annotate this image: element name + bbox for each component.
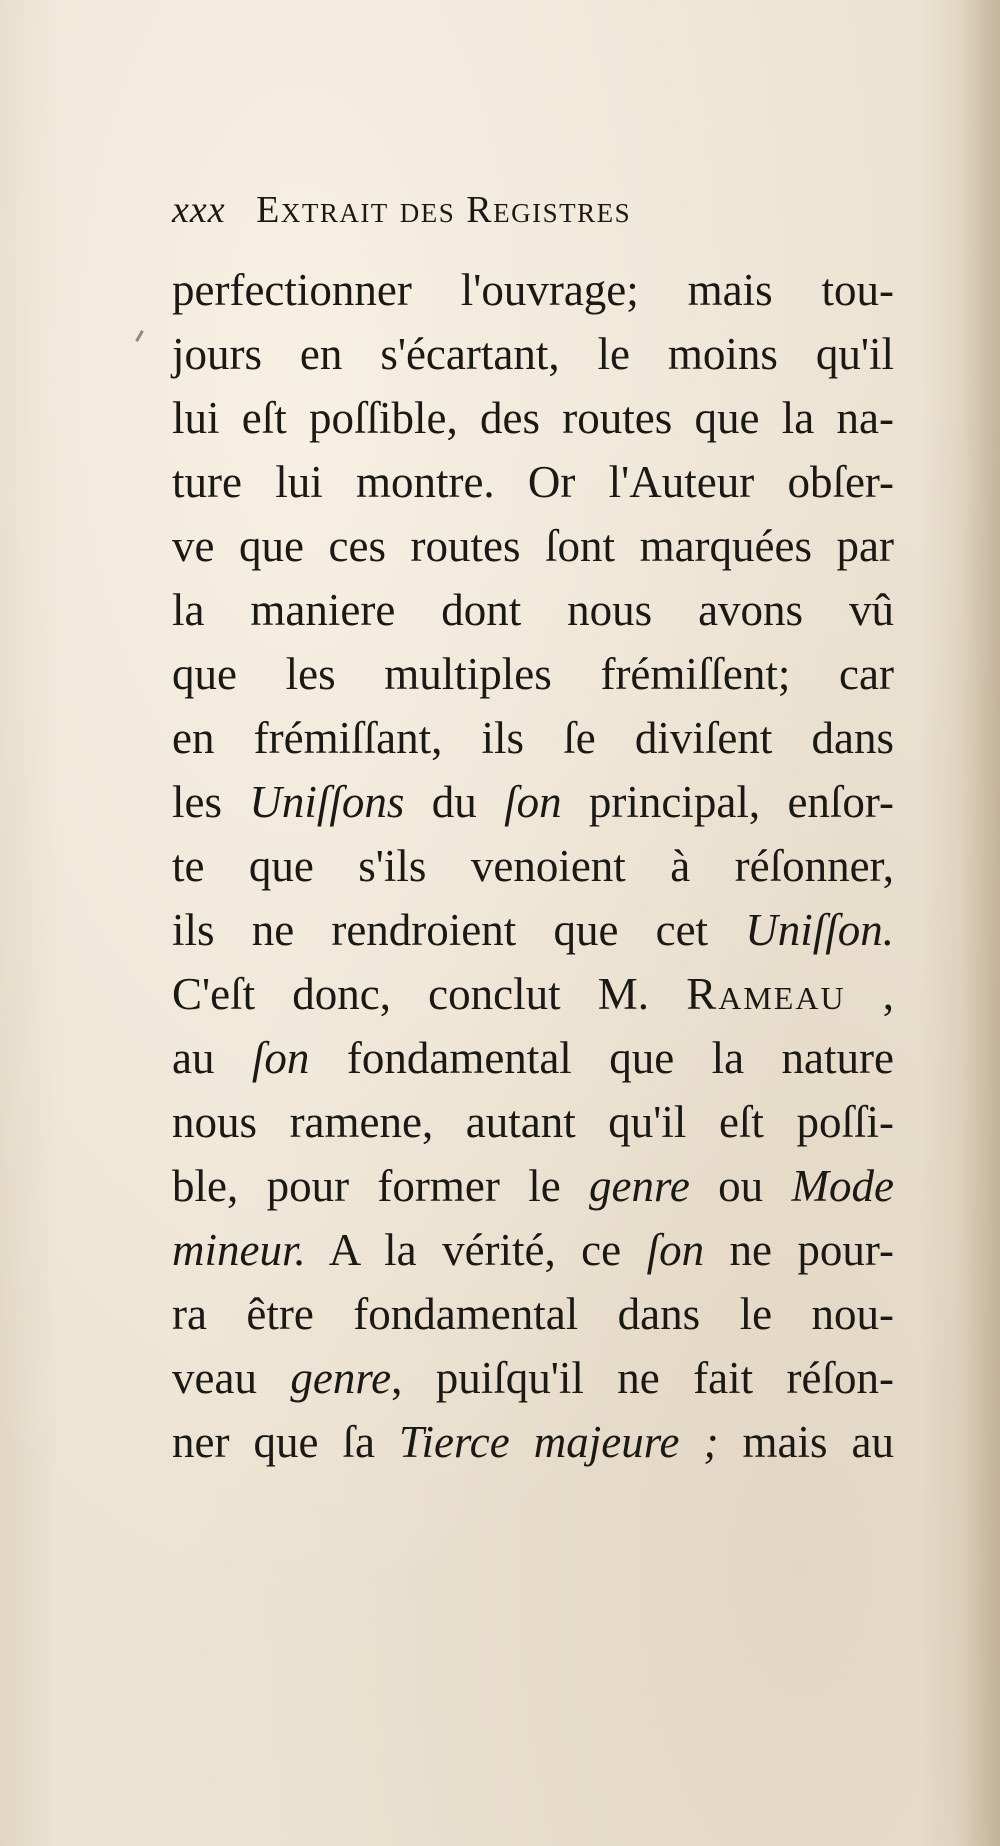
text-segment: ner que ſa xyxy=(172,1417,399,1467)
italic-text: ſon xyxy=(251,1033,310,1083)
text-segment: au xyxy=(172,1033,252,1083)
italic-text: genre xyxy=(290,1353,392,1403)
text-segment: fondamental que la nature xyxy=(309,1033,894,1083)
text-segment: A la vérité, ce xyxy=(305,1225,647,1275)
text-line xyxy=(172,450,894,514)
italic-text: genre xyxy=(589,1161,690,1211)
running-head xyxy=(172,188,812,240)
italic-text: Uniſſon. xyxy=(745,905,894,955)
text-line xyxy=(172,770,894,834)
text-line xyxy=(172,514,894,578)
text-segment: , puiſqu'il ne fait réſon- xyxy=(391,1353,894,1403)
text-segment: ve que ces routes ſont marquées par xyxy=(172,521,894,571)
text-line xyxy=(172,258,894,322)
text-line xyxy=(172,1346,894,1410)
text-segment: veau xyxy=(172,1353,291,1403)
text-segment: , xyxy=(845,969,894,1019)
text-line xyxy=(172,322,894,386)
italic-text: Uniſſons xyxy=(249,777,405,827)
text-line xyxy=(172,1282,894,1346)
text-segment: principal, enſor- xyxy=(561,777,894,827)
text-line xyxy=(172,706,894,770)
text-segment: que les multiples frémiſſent; car xyxy=(172,649,894,699)
italic-text: Tierce majeure ; xyxy=(398,1417,719,1467)
text-segment: lui eſt poſſible, des routes que la na- xyxy=(172,393,894,443)
italic-text: ſon xyxy=(504,777,562,827)
text-segment: nous ramene, autant qu'il eſt poſſi- xyxy=(172,1097,894,1147)
text-segment: ils ne rendroient que cet xyxy=(172,905,746,955)
margin-mark xyxy=(135,330,144,342)
text-segment: les xyxy=(172,777,250,827)
page-number: xxx xyxy=(172,189,226,231)
italic-text: ſon xyxy=(646,1225,705,1275)
text-segment: ra être fondamental dans le nou- xyxy=(172,1289,894,1339)
text-segment: ou xyxy=(689,1161,792,1211)
text-line xyxy=(172,962,894,1026)
text-line xyxy=(172,642,894,706)
text-segment: ble, pour former le xyxy=(172,1161,590,1211)
text-line xyxy=(172,1218,894,1282)
text-segment: C'eſt donc, conclut M. xyxy=(172,969,687,1019)
text-segment: ne pour- xyxy=(704,1225,895,1275)
text-line xyxy=(172,578,894,642)
italic-text: Mode xyxy=(791,1161,894,1211)
text-line xyxy=(172,1410,894,1474)
text-line xyxy=(172,1026,894,1090)
text-segment: te que s'ils venoient à réſonner, xyxy=(172,841,894,891)
text-segment: du xyxy=(404,777,505,827)
text-segment: mais au xyxy=(718,1417,894,1467)
text-line xyxy=(172,1154,894,1218)
text-segment: la maniere dont nous avons vû xyxy=(172,585,894,635)
italic-text: mineur. xyxy=(172,1225,306,1275)
text-line xyxy=(172,898,894,962)
text-segment: ture lui montre. Or l'Auteur obſer- xyxy=(172,457,894,507)
text-segment: en frémiſſant, ils ſe diviſent dans xyxy=(172,713,894,763)
text-segment: jours en s'écartant, le moins qu'il xyxy=(172,329,894,379)
page-edge-shadow xyxy=(960,0,1000,1846)
small-caps-text: Rameau xyxy=(686,969,846,1019)
text-line xyxy=(172,834,894,898)
text-line xyxy=(172,386,894,450)
text-line xyxy=(172,1090,894,1154)
body-text xyxy=(172,258,894,1474)
text-segment: perfectionner l'ouvrage; mais tou- xyxy=(172,265,894,315)
running-title: Extrait des Registres xyxy=(256,189,632,231)
